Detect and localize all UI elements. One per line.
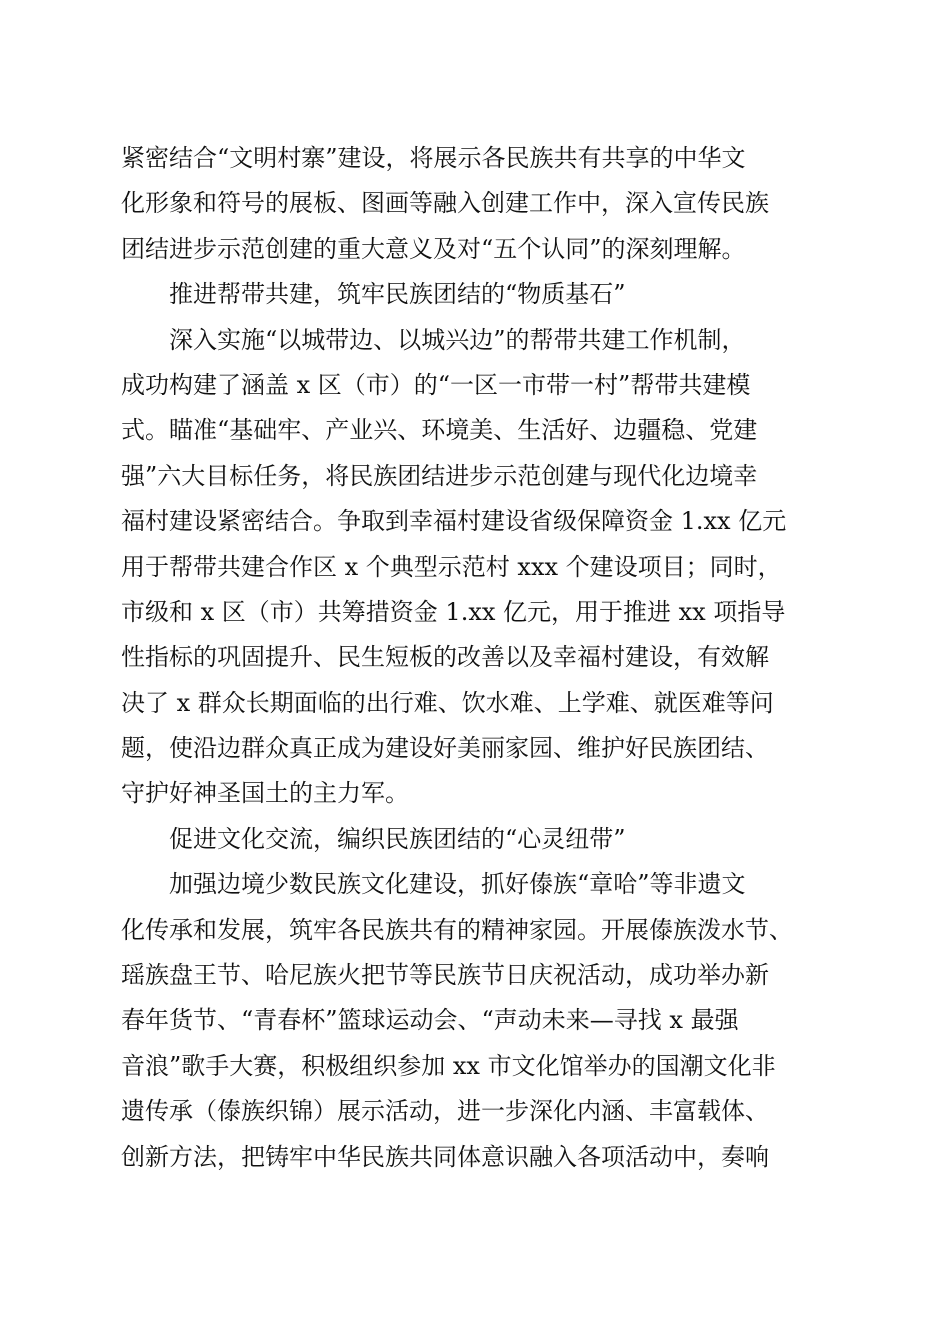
text-line: 遗传承（傣族织锦）展示活动，进一步深化内涵、丰富载体、	[121, 1097, 769, 1126]
text-line: 团结进步示范创建的重大意义及对“五个认同”的深刻理解。	[121, 234, 746, 263]
text-line: 福村建设紧密结合。争取到幸福村建设省级保障资金 1.xx 亿元	[121, 507, 787, 536]
text-line: 题，使沿边群众真正成为建设好美丽家园、维护好民族团结、	[121, 734, 769, 763]
text-line: 音浪”歌手大赛，积极组织参加 xx 市文化馆举办的国潮文化非	[121, 1051, 776, 1080]
paragraph-start: 加强边境少数民族文化建设，抓好傣族“章哈”等非遗文	[169, 870, 746, 899]
text-line: 化形象和符号的展板、图画等融入创建工作中，深入宣传民族	[121, 189, 769, 218]
text-line: 市级和 x 区（市）共筹措资金 1.xx 亿元，用于推进 xx 项指导	[121, 597, 786, 626]
text-line: 成功构建了涵盖 x 区（市）的“一区一市带一村”帮带共建模	[121, 370, 751, 399]
text-line: 创新方法，把铸牢中华民族共同体意识融入各项活动中，奏响	[121, 1142, 769, 1171]
paragraph-start: 深入实施“以城带边、以城兴边”的帮带共建工作机制，	[169, 325, 746, 354]
section-heading: 促进文化交流，编织民族团结的“心灵纽带”	[169, 824, 626, 853]
text-line: 瑶族盘王节、哈尼族火把节等民族节日庆祝活动，成功举办新	[121, 961, 769, 990]
text-line: 紧密结合“文明村寨”建设，将展示各民族共有共享的中华文	[121, 144, 746, 172]
text-line: 守护好神圣国土的主力军。	[121, 779, 409, 808]
text-line: 式。瞄准“基础牢、产业兴、环境美、生活好、边疆稳、党建	[121, 416, 758, 445]
text-line: 决了 x 群众长期面临的出行难、饮水难、上学难、就医难等问	[121, 688, 774, 717]
section-heading: 推进帮带共建，筑牢民族团结的“物质基石”	[169, 280, 626, 309]
text-line: 化传承和发展，筑牢各民族共有的精神家园。开展傣族泼水节、	[121, 915, 793, 944]
text-line: 春年货节、“青春杯”篮球运动会、“声动未来—寻找 x 最强	[121, 1006, 739, 1035]
document-body	[121, 136, 841, 1180]
text-line: 性指标的巩固提升、民生短板的改善以及幸福村建设，有效解	[121, 643, 769, 672]
text-line: 用于帮带共建合作区 x 个典型示范村 xxx 个建设项目；同时，	[121, 552, 782, 581]
text-line: 强”六大目标任务，将民族团结进步示范创建与现代化边境幸	[121, 461, 758, 490]
